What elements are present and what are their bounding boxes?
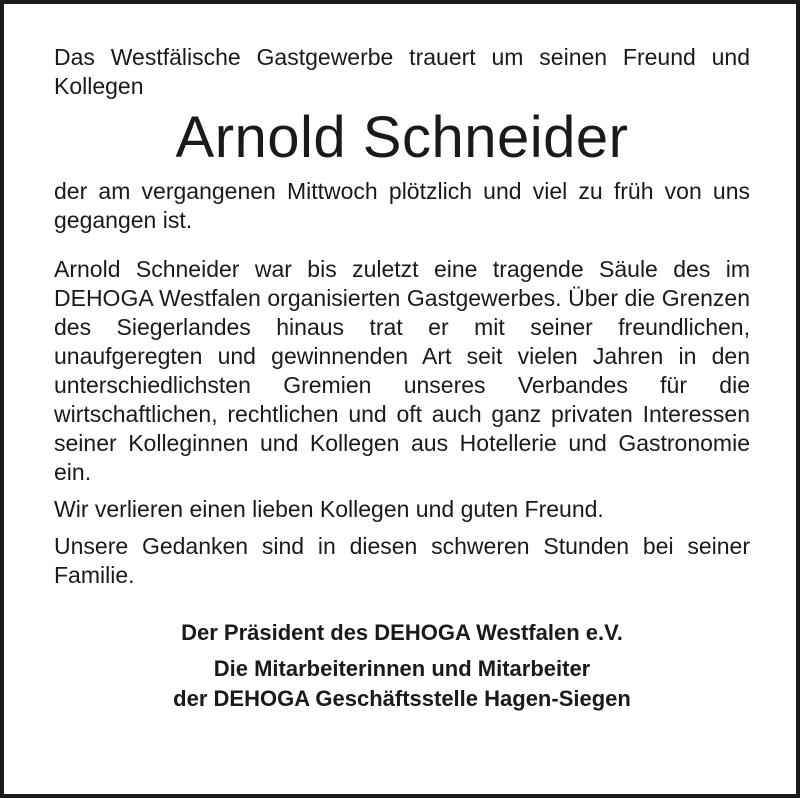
signature-office: der DEHOGA Geschäftsstelle Hagen-Siegen (173, 686, 631, 711)
signature-staff: Die Mitarbeiterinnen und Mitarbeiter (213, 656, 591, 681)
intro-text: Das Westfälische Gastgewerbe trauert um seinen Freund und Kollegen (54, 44, 750, 99)
intro-block (54, 43, 750, 101)
notice-content (54, 43, 750, 714)
body-paragraph: Arnold Schneider war bis zuletzt eine tragende Säule des im DEHOGA Westfalen organisierten Gastgewerbes. Über die Grenzen des Siegerlandes hinaus trat er mit seiner freundlichen, unaufgeregten und gewinnenden Art seit vielen Jahren in den unterschiedlichsten Gremien unseres Verbandes für die wirtschaftlichen, rechtlichen und oft auch ganz privaten Interessen seiner Kolleginnen und Kollegen aus Hotellerie und Gastronomie ein. (54, 256, 750, 485)
thoughts-statement: Unsere Gedanken sind in diesen schweren Stunden bei seiner Familie. (54, 533, 750, 588)
signature-block (54, 618, 750, 714)
signature-president: Der Präsident des DEHOGA Westfalen e.V. (181, 620, 623, 645)
main-text-block (54, 177, 750, 590)
deceased-name: Arnold Schneider (175, 105, 629, 170)
loss-statement: Wir verlieren einen lieben Kollegen und guten Freund. (54, 496, 604, 522)
subline-text: der am vergangenen Mittwoch plötzlich und viel zu früh von uns gegangen ist. (54, 178, 750, 233)
